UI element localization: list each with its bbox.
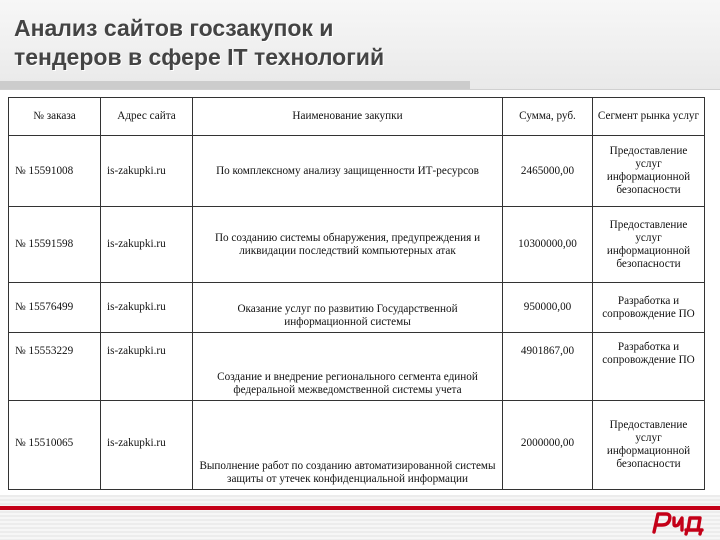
- market-segment-cell: Предоставление услуг информационной безопасности: [593, 207, 705, 283]
- amount-cell: 10300000,00: [503, 207, 593, 283]
- slide-footer: [0, 495, 720, 540]
- market-segment-cell: Разработка и сопровождение ПО: [593, 283, 705, 333]
- amount-cell: 950000,00: [503, 283, 593, 333]
- header-accent-bar: [0, 81, 470, 89]
- header-purchase-name: Наименование закупки: [193, 98, 503, 136]
- site-address-cell: is-zakupki.ru: [101, 136, 193, 207]
- slide-header: [0, 0, 720, 90]
- market-segment-cell: Предоставление услуг информационной безопасности: [593, 401, 705, 490]
- table-row: [9, 207, 705, 283]
- header-order-number: № заказа: [9, 98, 101, 136]
- order-number-cell: № 15576499: [9, 283, 101, 333]
- site-address-cell: is-zakupki.ru: [101, 207, 193, 283]
- table-row: [9, 136, 705, 207]
- table-row: [9, 333, 705, 401]
- purchase-name-cell: Создание и внедрение регионального сегмента единой федеральной межведомственной системы учета: [193, 333, 503, 401]
- site-address-cell: is-zakupki.ru: [101, 401, 193, 490]
- table-header-row: [9, 98, 705, 136]
- site-address-cell: is-zakupki.ru: [101, 333, 193, 401]
- footer-red-stripe: [0, 506, 720, 510]
- table-row: [9, 283, 705, 333]
- market-segment-cell: Предоставление услуг информационной безопасности: [593, 136, 705, 207]
- header-amount: Сумма, руб.: [503, 98, 593, 136]
- order-number-cell: № 15553229: [9, 333, 101, 401]
- table-row: [9, 401, 705, 490]
- procurement-table: [8, 97, 705, 490]
- rzd-logo-icon: [648, 508, 710, 536]
- order-number-cell: № 15510065: [9, 401, 101, 490]
- amount-cell: 2465000,00: [503, 136, 593, 207]
- header-market-segment: Сегмент рынка услуг: [593, 98, 705, 136]
- site-address-cell: is-zakupki.ru: [101, 283, 193, 333]
- header-site-address: Адрес сайта: [101, 98, 193, 136]
- market-segment-cell: Разработка и сопровождение ПО: [593, 333, 705, 401]
- slide-title: Анализ сайтов госзакупок и тендеров в сфере IT технологий: [14, 15, 385, 70]
- purchase-name-cell: Выполнение работ по созданию автоматизированной системы защиты от утечек конфиденциальной информации: [193, 401, 503, 490]
- order-number-cell: № 15591008: [9, 136, 101, 207]
- purchase-name-cell: По комплексному анализу защищенности ИТ-ресурсов: [193, 136, 503, 207]
- order-number-cell: № 15591598: [9, 207, 101, 283]
- amount-cell: 4901867,00: [503, 333, 593, 401]
- purchase-name-cell: Оказание услуг по развитию Государственной информационной системы: [193, 283, 503, 333]
- amount-cell: 2000000,00: [503, 401, 593, 490]
- purchase-name-cell: По созданию системы обнаружения, предупреждения и ликвидации последствий компьютерных атак: [193, 207, 503, 283]
